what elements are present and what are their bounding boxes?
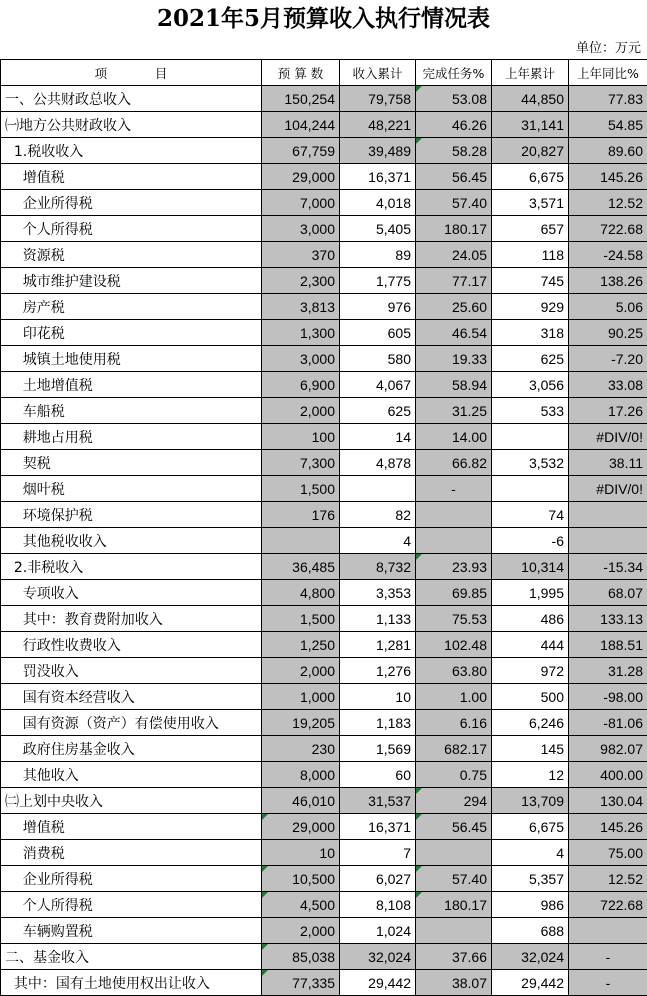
- cell-income: 89: [340, 242, 416, 268]
- cell-budget: 176: [262, 502, 340, 528]
- header-income: 收入累计: [340, 60, 416, 86]
- row-item-name: 车船税: [1, 398, 262, 424]
- cell-yoy: 89.60: [569, 138, 647, 164]
- cell-completion: 14.00: [416, 424, 492, 450]
- cell-yoy: [569, 918, 647, 944]
- row-item-name: 消费税: [1, 840, 262, 866]
- cell-yoy: 188.51: [569, 632, 647, 658]
- row-item-name: 资源税: [1, 242, 262, 268]
- cell-last-year: 986: [492, 892, 569, 918]
- header-row: [1, 60, 647, 86]
- cell-income: 4,878: [340, 450, 416, 476]
- row-item-name: 一、公共财政总收入: [1, 86, 262, 112]
- cell-income: 1,569: [340, 736, 416, 762]
- cell-budget: 29,000: [262, 164, 340, 190]
- cell-completion: -: [416, 476, 492, 502]
- cell-last-year: 688: [492, 918, 569, 944]
- cell-yoy: 54.85: [569, 112, 647, 138]
- cell-last-year: 44,850: [492, 86, 569, 112]
- cell-budget: 104,244: [262, 112, 340, 138]
- cell-last-year: 657: [492, 216, 569, 242]
- cell-completion: 294: [416, 788, 492, 814]
- table-row: [1, 684, 647, 710]
- cell-budget: 85,038: [262, 944, 340, 970]
- cell-completion: 58.94: [416, 372, 492, 398]
- cell-completion: 25.60: [416, 294, 492, 320]
- table-row: [1, 216, 647, 242]
- cell-budget: 4,800: [262, 580, 340, 606]
- cell-yoy: 75.00: [569, 840, 647, 866]
- cell-income: 1,024: [340, 918, 416, 944]
- cell-yoy: 145.26: [569, 164, 647, 190]
- cell-last-year: 3,056: [492, 372, 569, 398]
- cell-income: 10: [340, 684, 416, 710]
- cell-income: 976: [340, 294, 416, 320]
- cell-last-year: 318: [492, 320, 569, 346]
- cell-income: 3,353: [340, 580, 416, 606]
- cell-yoy: -98.00: [569, 684, 647, 710]
- table-row: [1, 918, 647, 944]
- cell-completion: 69.85: [416, 580, 492, 606]
- row-item-name: 行政性收费收入: [1, 632, 262, 658]
- cell-budget: 6,900: [262, 372, 340, 398]
- row-item-name: 增值税: [1, 164, 262, 190]
- cell-last-year: 29,442: [492, 970, 569, 996]
- cell-last-year: [492, 424, 569, 450]
- cell-income: 605: [340, 320, 416, 346]
- cell-last-year: -6: [492, 528, 569, 554]
- cell-budget: 19,205: [262, 710, 340, 736]
- cell-budget: 1,000: [262, 684, 340, 710]
- row-item-name: 国有资本经营收入: [1, 684, 262, 710]
- cell-last-year: 745: [492, 268, 569, 294]
- row-item-name: 土地增值税: [1, 372, 262, 398]
- cell-income: 16,371: [340, 164, 416, 190]
- cell-last-year: 5,357: [492, 866, 569, 892]
- cell-budget: 3,000: [262, 346, 340, 372]
- cell-yoy: 31.28: [569, 658, 647, 684]
- cell-yoy: -15.34: [569, 554, 647, 580]
- cell-income: 1,775: [340, 268, 416, 294]
- cell-last-year: 3,571: [492, 190, 569, 216]
- row-item-name: 2.非税收入: [1, 554, 262, 580]
- table-row: [1, 606, 647, 632]
- table-row: [1, 164, 647, 190]
- table-row: [1, 138, 647, 164]
- row-item-name: 企业所得税: [1, 866, 262, 892]
- row-item-name: 耕地占用税: [1, 424, 262, 450]
- row-item-name: 印花税: [1, 320, 262, 346]
- cell-last-year: [492, 476, 569, 502]
- cell-last-year: 1,995: [492, 580, 569, 606]
- cell-budget: 370: [262, 242, 340, 268]
- cell-completion: 56.45: [416, 814, 492, 840]
- cell-completion: 75.53: [416, 606, 492, 632]
- header-item: 项 目: [1, 60, 262, 86]
- cell-income: 4: [340, 528, 416, 554]
- budget-table: [0, 59, 647, 996]
- row-item-name: 政府住房基金收入: [1, 736, 262, 762]
- cell-last-year: 10,314: [492, 554, 569, 580]
- cell-yoy: 130.04: [569, 788, 647, 814]
- cell-last-year: 13,709: [492, 788, 569, 814]
- cell-budget: 1,300: [262, 320, 340, 346]
- table-row: [1, 320, 647, 346]
- cell-last-year: 500: [492, 684, 569, 710]
- cell-budget: 100: [262, 424, 340, 450]
- cell-completion: [416, 502, 492, 528]
- cell-budget: 3,000: [262, 216, 340, 242]
- cell-yoy: -: [569, 970, 647, 996]
- cell-last-year: 12: [492, 762, 569, 788]
- cell-budget: 7,300: [262, 450, 340, 476]
- cell-income: 4,018: [340, 190, 416, 216]
- cell-completion: 6.16: [416, 710, 492, 736]
- cell-budget: 46,010: [262, 788, 340, 814]
- cell-yoy: -24.58: [569, 242, 647, 268]
- cell-completion: 682.17: [416, 736, 492, 762]
- table-row: [1, 242, 647, 268]
- row-item-name: 城镇土地使用税: [1, 346, 262, 372]
- cell-completion: 66.82: [416, 450, 492, 476]
- cell-budget: 77,335: [262, 970, 340, 996]
- row-item-name: 其他税收收入: [1, 528, 262, 554]
- cell-yoy: 33.08: [569, 372, 647, 398]
- cell-yoy: [569, 528, 647, 554]
- cell-completion: 24.05: [416, 242, 492, 268]
- cell-completion: 31.25: [416, 398, 492, 424]
- cell-budget: 67,759: [262, 138, 340, 164]
- cell-last-year: 145: [492, 736, 569, 762]
- cell-last-year: 444: [492, 632, 569, 658]
- cell-last-year: 118: [492, 242, 569, 268]
- cell-last-year: 6,246: [492, 710, 569, 736]
- cell-completion: 57.40: [416, 190, 492, 216]
- header-budget: 预 算 数: [262, 60, 340, 86]
- cell-yoy: -81.06: [569, 710, 647, 736]
- cell-income: 1,183: [340, 710, 416, 736]
- cell-yoy: 38.11: [569, 450, 647, 476]
- cell-income: 79,758: [340, 86, 416, 112]
- cell-completion: 63.80: [416, 658, 492, 684]
- row-item-name: 专项收入: [1, 580, 262, 606]
- cell-yoy: 982.07: [569, 736, 647, 762]
- header-last-year: 上年累计: [492, 60, 569, 86]
- cell-last-year: 6,675: [492, 164, 569, 190]
- row-item-name: 二、基金收入: [1, 944, 262, 970]
- page-title: 2021年5月预算收入执行情况表: [156, 5, 491, 32]
- table-row: [1, 112, 647, 138]
- table-row: [1, 814, 647, 840]
- cell-completion: [416, 528, 492, 554]
- table-row: [1, 892, 647, 918]
- cell-completion: 56.45: [416, 164, 492, 190]
- table-row: [1, 866, 647, 892]
- cell-budget: 10: [262, 840, 340, 866]
- row-item-name: 其中：国有土地使用权出让收入: [1, 970, 262, 996]
- cell-last-year: 929: [492, 294, 569, 320]
- cell-completion: 57.40: [416, 866, 492, 892]
- cell-budget: 7,000: [262, 190, 340, 216]
- cell-budget: 1,250: [262, 632, 340, 658]
- row-item-name: 1.税收收入: [1, 138, 262, 164]
- cell-yoy: 17.26: [569, 398, 647, 424]
- row-item-name: 房产税: [1, 294, 262, 320]
- table-row: [1, 450, 647, 476]
- cell-yoy: 68.07: [569, 580, 647, 606]
- table-row: [1, 190, 647, 216]
- cell-yoy: #DIV/0!: [569, 424, 647, 450]
- cell-completion: 46.54: [416, 320, 492, 346]
- cell-budget: 2,000: [262, 658, 340, 684]
- cell-yoy: [569, 502, 647, 528]
- cell-completion: 19.33: [416, 346, 492, 372]
- cell-income: 8,732: [340, 554, 416, 580]
- row-item-name: 国有资源（资产）有偿使用收入: [1, 710, 262, 736]
- cell-budget: 150,254: [262, 86, 340, 112]
- row-item-name: 车辆购置税: [1, 918, 262, 944]
- cell-income: 7: [340, 840, 416, 866]
- row-item-name: ㈠地方公共财政收入: [1, 112, 262, 138]
- table-row: [1, 346, 647, 372]
- table-row: [1, 372, 647, 398]
- table-row: [1, 710, 647, 736]
- cell-budget: 3,813: [262, 294, 340, 320]
- cell-income: 1,133: [340, 606, 416, 632]
- cell-income: 60: [340, 762, 416, 788]
- cell-last-year: 32,024: [492, 944, 569, 970]
- table-row: [1, 944, 647, 970]
- cell-yoy: 5.06: [569, 294, 647, 320]
- cell-income: 8,108: [340, 892, 416, 918]
- cell-yoy: 138.26: [569, 268, 647, 294]
- cell-last-year: 533: [492, 398, 569, 424]
- cell-yoy: 90.25: [569, 320, 647, 346]
- row-item-name: ㈡上划中央收入: [1, 788, 262, 814]
- row-item-name: 环境保护税: [1, 502, 262, 528]
- cell-budget: 1,500: [262, 476, 340, 502]
- cell-budget: [262, 528, 340, 554]
- cell-completion: 58.28: [416, 138, 492, 164]
- cell-budget: 36,485: [262, 554, 340, 580]
- table-row: [1, 736, 647, 762]
- table-row: [1, 840, 647, 866]
- cell-income: 32,024: [340, 944, 416, 970]
- cell-last-year: 625: [492, 346, 569, 372]
- row-item-name: 个人所得税: [1, 892, 262, 918]
- cell-completion: 38.07: [416, 970, 492, 996]
- cell-budget: 29,000: [262, 814, 340, 840]
- cell-budget: 1,500: [262, 606, 340, 632]
- table-row: [1, 502, 647, 528]
- cell-income: 1,281: [340, 632, 416, 658]
- cell-completion: [416, 918, 492, 944]
- cell-last-year: 6,675: [492, 814, 569, 840]
- cell-last-year: 972: [492, 658, 569, 684]
- header-yoy: 上年同比%: [569, 60, 647, 86]
- cell-income: [340, 476, 416, 502]
- cell-completion: 77.17: [416, 268, 492, 294]
- cell-income: 82: [340, 502, 416, 528]
- table-row: [1, 632, 647, 658]
- table-row: [1, 86, 647, 112]
- cell-budget: 4,500: [262, 892, 340, 918]
- cell-yoy: 722.68: [569, 892, 647, 918]
- cell-completion: 46.26: [416, 112, 492, 138]
- row-item-name: 个人所得税: [1, 216, 262, 242]
- row-item-name: 其中：教育费附加收入: [1, 606, 262, 632]
- cell-budget: 2,000: [262, 918, 340, 944]
- cell-income: 31,537: [340, 788, 416, 814]
- cell-yoy: -: [569, 944, 647, 970]
- cell-completion: 180.17: [416, 216, 492, 242]
- cell-income: 39,489: [340, 138, 416, 164]
- cell-completion: 1.00: [416, 684, 492, 710]
- row-item-name: 城市维护建设税: [1, 268, 262, 294]
- row-item-name: 企业所得税: [1, 190, 262, 216]
- cell-yoy: 133.13: [569, 606, 647, 632]
- table-row: [1, 580, 647, 606]
- row-item-name: 契税: [1, 450, 262, 476]
- cell-yoy: -7.20: [569, 346, 647, 372]
- cell-completion: 37.66: [416, 944, 492, 970]
- cell-yoy: 145.26: [569, 814, 647, 840]
- cell-last-year: 486: [492, 606, 569, 632]
- table-row: [1, 658, 647, 684]
- cell-last-year: 3,532: [492, 450, 569, 476]
- cell-income: 29,442: [340, 970, 416, 996]
- cell-income: 5,405: [340, 216, 416, 242]
- table-row: [1, 788, 647, 814]
- cell-income: 16,371: [340, 814, 416, 840]
- cell-income: 14: [340, 424, 416, 450]
- cell-completion: 180.17: [416, 892, 492, 918]
- cell-income: 4,067: [340, 372, 416, 398]
- row-item-name: 罚没收入: [1, 658, 262, 684]
- table-row: [1, 294, 647, 320]
- cell-yoy: 12.52: [569, 190, 647, 216]
- cell-income: 625: [340, 398, 416, 424]
- cell-income: 1,276: [340, 658, 416, 684]
- cell-income: 48,221: [340, 112, 416, 138]
- cell-yoy: 77.83: [569, 86, 647, 112]
- cell-budget: 10,500: [262, 866, 340, 892]
- cell-last-year: 4: [492, 840, 569, 866]
- cell-yoy: #DIV/0!: [569, 476, 647, 502]
- cell-yoy: 400.00: [569, 762, 647, 788]
- table-row: [1, 762, 647, 788]
- cell-yoy: 722.68: [569, 216, 647, 242]
- cell-income: 580: [340, 346, 416, 372]
- cell-completion: [416, 840, 492, 866]
- cell-budget: 2,300: [262, 268, 340, 294]
- cell-last-year: 74: [492, 502, 569, 528]
- row-item-name: 增值税: [1, 814, 262, 840]
- cell-completion: 23.93: [416, 554, 492, 580]
- cell-budget: 8,000: [262, 762, 340, 788]
- table-row: [1, 528, 647, 554]
- cell-completion: 102.48: [416, 632, 492, 658]
- table-row: [1, 970, 647, 996]
- cell-last-year: 20,827: [492, 138, 569, 164]
- table-row: [1, 554, 647, 580]
- cell-completion: 53.08: [416, 86, 492, 112]
- cell-budget: 2,000: [262, 398, 340, 424]
- table-row: [1, 424, 647, 450]
- table-row: [1, 476, 647, 502]
- unit-label: 单位：万元: [575, 41, 641, 56]
- cell-budget: 230: [262, 736, 340, 762]
- row-item-name: 其他收入: [1, 762, 262, 788]
- cell-income: 6,027: [340, 866, 416, 892]
- cell-last-year: 31,141: [492, 112, 569, 138]
- row-item-name: 烟叶税: [1, 476, 262, 502]
- cell-completion: 0.75: [416, 762, 492, 788]
- table-row: [1, 398, 647, 424]
- table-row: [1, 268, 647, 294]
- header-completion: 完成任务%: [416, 60, 492, 86]
- cell-yoy: 12.52: [569, 866, 647, 892]
